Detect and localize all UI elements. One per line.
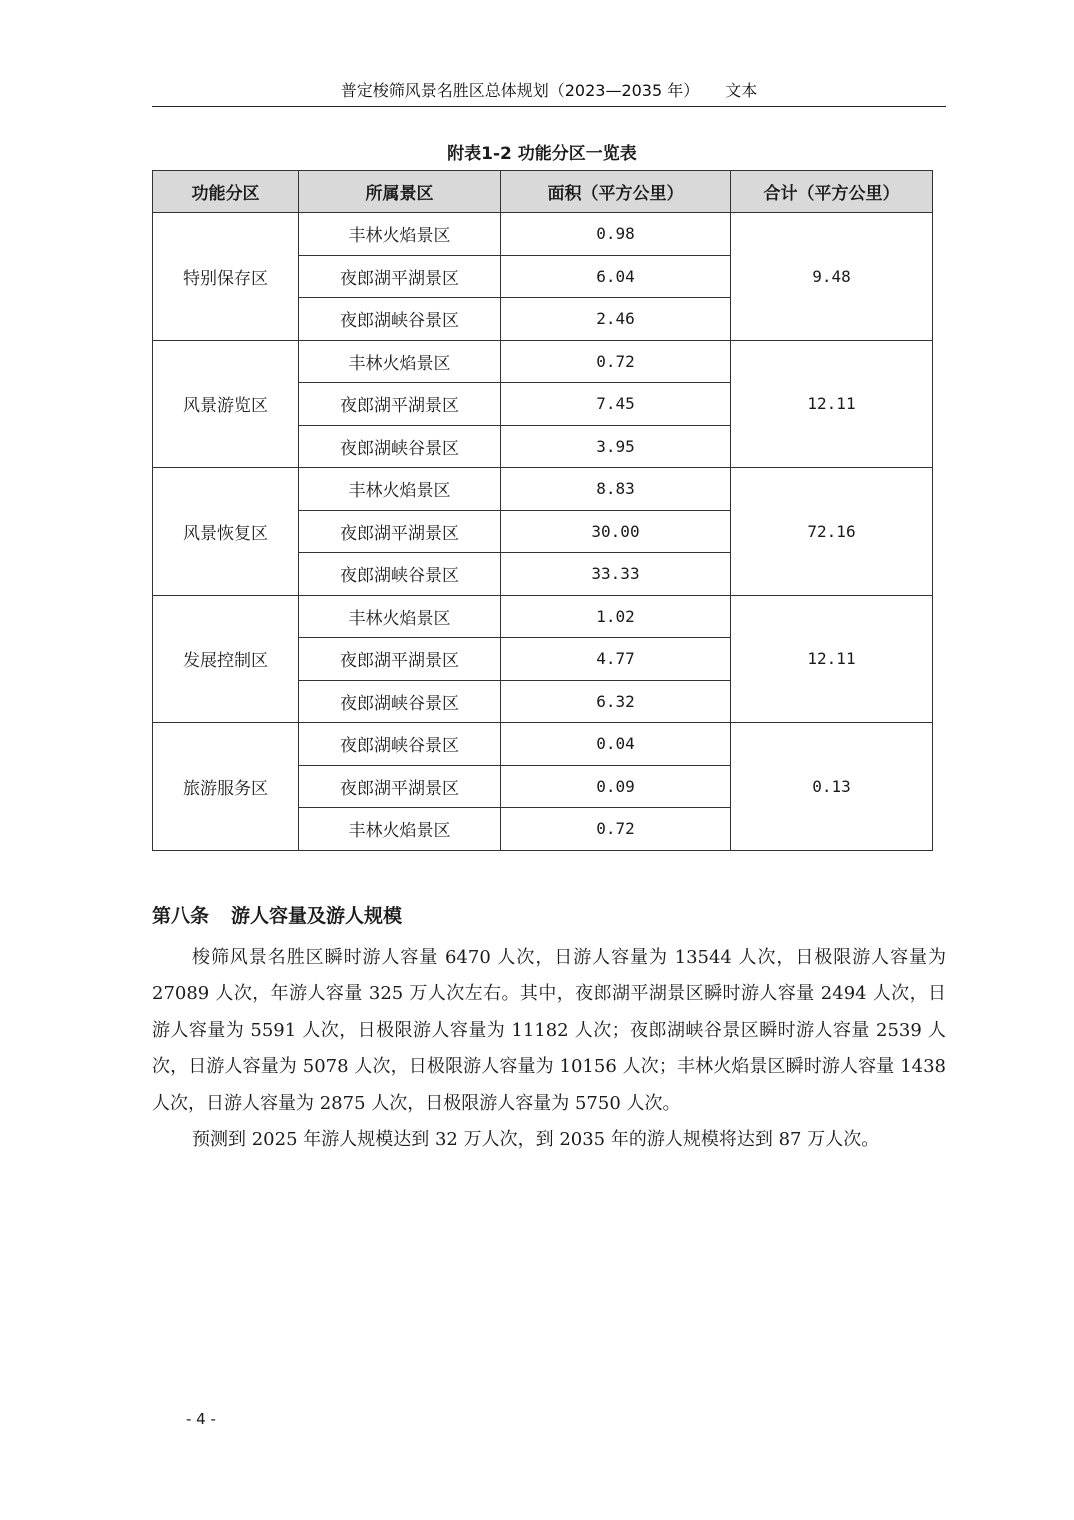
table-row: [153, 340, 933, 383]
zone-name: 特别保存区: [153, 213, 299, 341]
section-title: 游人容量及游人规模: [231, 905, 403, 927]
scenic-area-name: 夜郎湖平湖景区: [299, 638, 501, 681]
area-value: 4.77: [501, 638, 731, 681]
page-number: - 4 -: [186, 1410, 216, 1428]
table-caption: 附表1-2 功能分区一览表: [447, 144, 637, 164]
scenic-area-name: 夜郎湖平湖景区: [299, 383, 501, 426]
area-value: 1.02: [501, 595, 731, 638]
zone-total: 0.13: [731, 723, 933, 851]
area-value: 0.09: [501, 765, 731, 808]
paragraph: 梭筛风景名胜区瞬时游人容量 6470 人次，日游人容量为 13544 人次，日极限游人容量为 27089 人次，年游人容量 325 万人次左右。其中，夜郎湖平湖景区瞬时游人容量 2494 人次，日游人容量为 5591 人次，日极限游人容量为 11182 人次；夜郎湖峡谷景区瞬时游人容量 2539 人次，日游人容量为 5078 人次，日极限游人容量为 10156 人次；丰林火焰景区瞬时游人容量 1438 人次，日游人容量为 2875 人次，日极限游人容量为 5750 人次。: [152, 947, 946, 1114]
zone-name: 风景恢复区: [153, 468, 299, 596]
zone-name: 旅游服务区: [153, 723, 299, 851]
area-value: 33.33: [501, 553, 731, 596]
document-title: 普定梭筛风景名胜区总体规划（2023—2035 年）: [340, 81, 700, 100]
area-value: 6.04: [501, 255, 731, 298]
functional-zones-table: [152, 170, 933, 851]
area-value: 3.95: [501, 425, 731, 468]
scenic-area-name: 夜郎湖平湖景区: [299, 510, 501, 553]
document-type: 文本: [725, 81, 758, 100]
section-number: 第八条: [152, 905, 210, 927]
scenic-area-name: 夜郎湖峡谷景区: [299, 298, 501, 341]
scenic-area-name: 夜郎湖峡谷景区: [299, 680, 501, 723]
page-header: [152, 78, 946, 107]
scenic-area-name: 丰林火焰景区: [299, 808, 501, 851]
area-value: 0.04: [501, 723, 731, 766]
zone-total: 9.48: [731, 213, 933, 341]
column-header-total: 合计（平方公里）: [731, 171, 933, 213]
table-header-row: [153, 171, 933, 213]
zone-total: 12.11: [731, 595, 933, 723]
zone-total: 12.11: [731, 340, 933, 468]
area-value: 30.00: [501, 510, 731, 553]
scenic-area-name: 夜郎湖峡谷景区: [299, 425, 501, 468]
zone-total: 72.16: [731, 468, 933, 596]
scenic-area-name: 夜郎湖平湖景区: [299, 765, 501, 808]
column-header-scenic-area: 所属景区: [299, 171, 501, 213]
area-value: 0.72: [501, 808, 731, 851]
scenic-area-name: 丰林火焰景区: [299, 340, 501, 383]
column-header-zone: 功能分区: [153, 171, 299, 213]
column-header-area: 面积（平方公里）: [501, 171, 731, 213]
body-text: [152, 940, 946, 1158]
area-value: 2.46: [501, 298, 731, 341]
scenic-area-name: 丰林火焰景区: [299, 468, 501, 511]
area-value: 7.45: [501, 383, 731, 426]
table-row: [153, 468, 933, 511]
area-value: 6.32: [501, 680, 731, 723]
table-row: [153, 595, 933, 638]
table-row: [153, 213, 933, 256]
area-value: 8.83: [501, 468, 731, 511]
table-row: [153, 723, 933, 766]
scenic-area-name: 丰林火焰景区: [299, 213, 501, 256]
area-value: 0.98: [501, 213, 731, 256]
paragraph: 预测到 2025 年游人规模达到 32 万人次，到 2035 年的游人规模将达到 87 万人次。: [192, 1129, 880, 1151]
scenic-area-name: 丰林火焰景区: [299, 595, 501, 638]
zone-name: 发展控制区: [153, 595, 299, 723]
scenic-area-name: 夜郎湖峡谷景区: [299, 553, 501, 596]
zone-name: 风景游览区: [153, 340, 299, 468]
section-heading: [152, 901, 402, 931]
area-value: 0.72: [501, 340, 731, 383]
scenic-area-name: 夜郎湖峡谷景区: [299, 723, 501, 766]
scenic-area-name: 夜郎湖平湖景区: [299, 255, 501, 298]
